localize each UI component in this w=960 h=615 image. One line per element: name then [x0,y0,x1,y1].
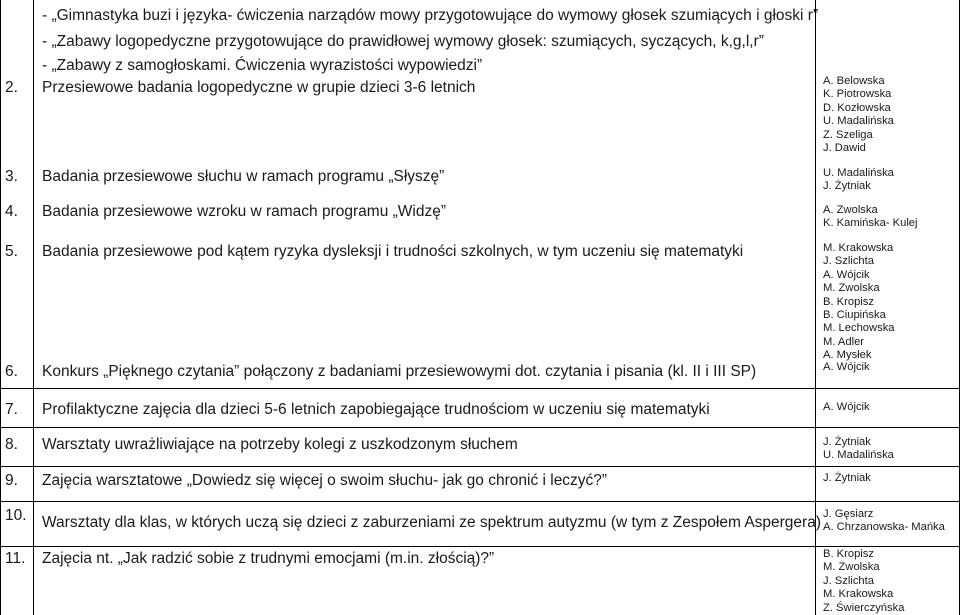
person-name: B. Ciupińska [823,308,886,321]
row-title: Profilaktyczne zajęcia dla dzieci 5-6 letnich zapobiegające trudnościom w uczeniu się matematyki [42,401,710,418]
person-name: U. Madalińska [823,115,894,128]
row-number: 6. [5,363,18,380]
person-name: J. Dawid [823,141,866,154]
row-number: 2. [5,79,18,96]
row-people [823,436,894,463]
row-people [823,508,945,535]
person-name: J. Szlichta [823,255,874,268]
person-name: M. Krakowska [823,242,894,254]
person-name: U. Madalińska [823,167,894,179]
person-name: K. Kamińska- Kulej [823,217,918,230]
intro-line: - „Zabawy logopedyczne przygotowujące do prawidłowej wymowy głosek: szumiących, syczących, k,g,l,r” [42,33,764,50]
person-name: B. Kropisz [823,548,874,560]
row-title: Badania przesiewowe pod kątem ryzyka dysleksji i trudności szkolnych, w tym uczeniu się matematyki [42,243,744,260]
row-title: Konkurs „Pięknego czytania” połączony z badaniami przesiewowymi dot. czytania i pisania (kl. II i III SP) [42,363,757,380]
person-name: B. Kropisz [823,295,874,308]
row-number: 10. [5,507,27,524]
row-title: Badania przesiewowe wzroku w ramach programu „Widzę” [42,203,447,220]
row-number: 3. [5,168,18,185]
person-name: A. Zwolska [823,204,878,216]
row-people [823,204,918,231]
row-title: Warsztaty dla klas, w których uczą się dzieci z zaburzeniami ze spektrum autyzmu (w tym z Zespołem Aspergera) [42,514,821,531]
row-people [823,472,871,485]
person-name: J. Żytniak [823,436,871,448]
row-title: Zajęcia warsztatowe „Dowiedz się więcej o swoim słuchu- jak go chronić i leczyć?” [42,472,608,489]
person-name: A. Chrzanowska- Mańka [823,521,945,534]
person-name: A. Wójcik [823,401,870,413]
intro-line: - „Gimnastyka buzi i języka- ćwiczenia narządów mowy przygotowujące do wymowy głosek szumiących i głoski r” [42,7,819,24]
person-name: Z. Świerczyńska [823,601,905,614]
row-number: 11. [5,550,26,567]
intro-line: - „Zabawy z samogłoskami. Ćwiczenia wyrazistości wypowiedzi” [42,57,483,74]
person-name: A. Mysłek [823,349,872,362]
person-name: J. Żytniak [823,472,871,484]
row-title: Zajęcia nt. „Jak radzić sobie z trudnymi emocjami (m.in. złością)?” [42,550,495,567]
table-divider-number [33,0,34,615]
row-title: Warsztaty uwrażliwiające na potrzeby kolegi z uszkodzonym słuchem [42,436,518,453]
row-separator [0,388,960,389]
person-name: Z. Szeliga [823,128,873,141]
row-people [823,75,894,155]
row-people [823,361,870,374]
person-name: J. Gęsiarz [823,508,874,520]
person-name: A. Belowska [823,75,885,87]
row-number: 7. [5,401,18,418]
person-name: J. Szlichta [823,574,874,587]
row-separator [0,427,960,428]
row-title: Przesiewowe badania logopedyczne w grupie dzieci 3-6 letnich [42,79,476,96]
row-separator [0,546,960,547]
table-border-left [0,0,1,615]
row-number: 8. [5,436,18,453]
row-people [823,548,904,615]
person-name: D. Kozłowska [823,101,891,114]
row-separator [0,501,960,502]
person-name: M. Adler [823,335,865,348]
row-separator [0,466,960,467]
person-name: M. Zwolska [823,282,880,295]
row-title: Badania przesiewowe słuchu w ramach programu „Słyszę” [42,168,445,185]
row-number: 5. [5,243,18,260]
person-name: M. Zwolska [823,561,880,574]
person-name: K. Piotrowska [823,88,892,101]
person-name: U. Madalińska [823,449,894,462]
row-number: 9. [5,472,18,489]
row-people [823,242,895,363]
person-name: M. Lechowska [823,322,895,335]
row-people [823,167,894,194]
person-name: M. Krakowska [823,588,894,601]
person-name: A. Wójcik [823,268,870,281]
person-name: J. Żytniak [823,180,871,193]
row-number: 4. [5,203,18,220]
row-people [823,401,870,414]
person-name: A. Wójcik [823,361,870,373]
